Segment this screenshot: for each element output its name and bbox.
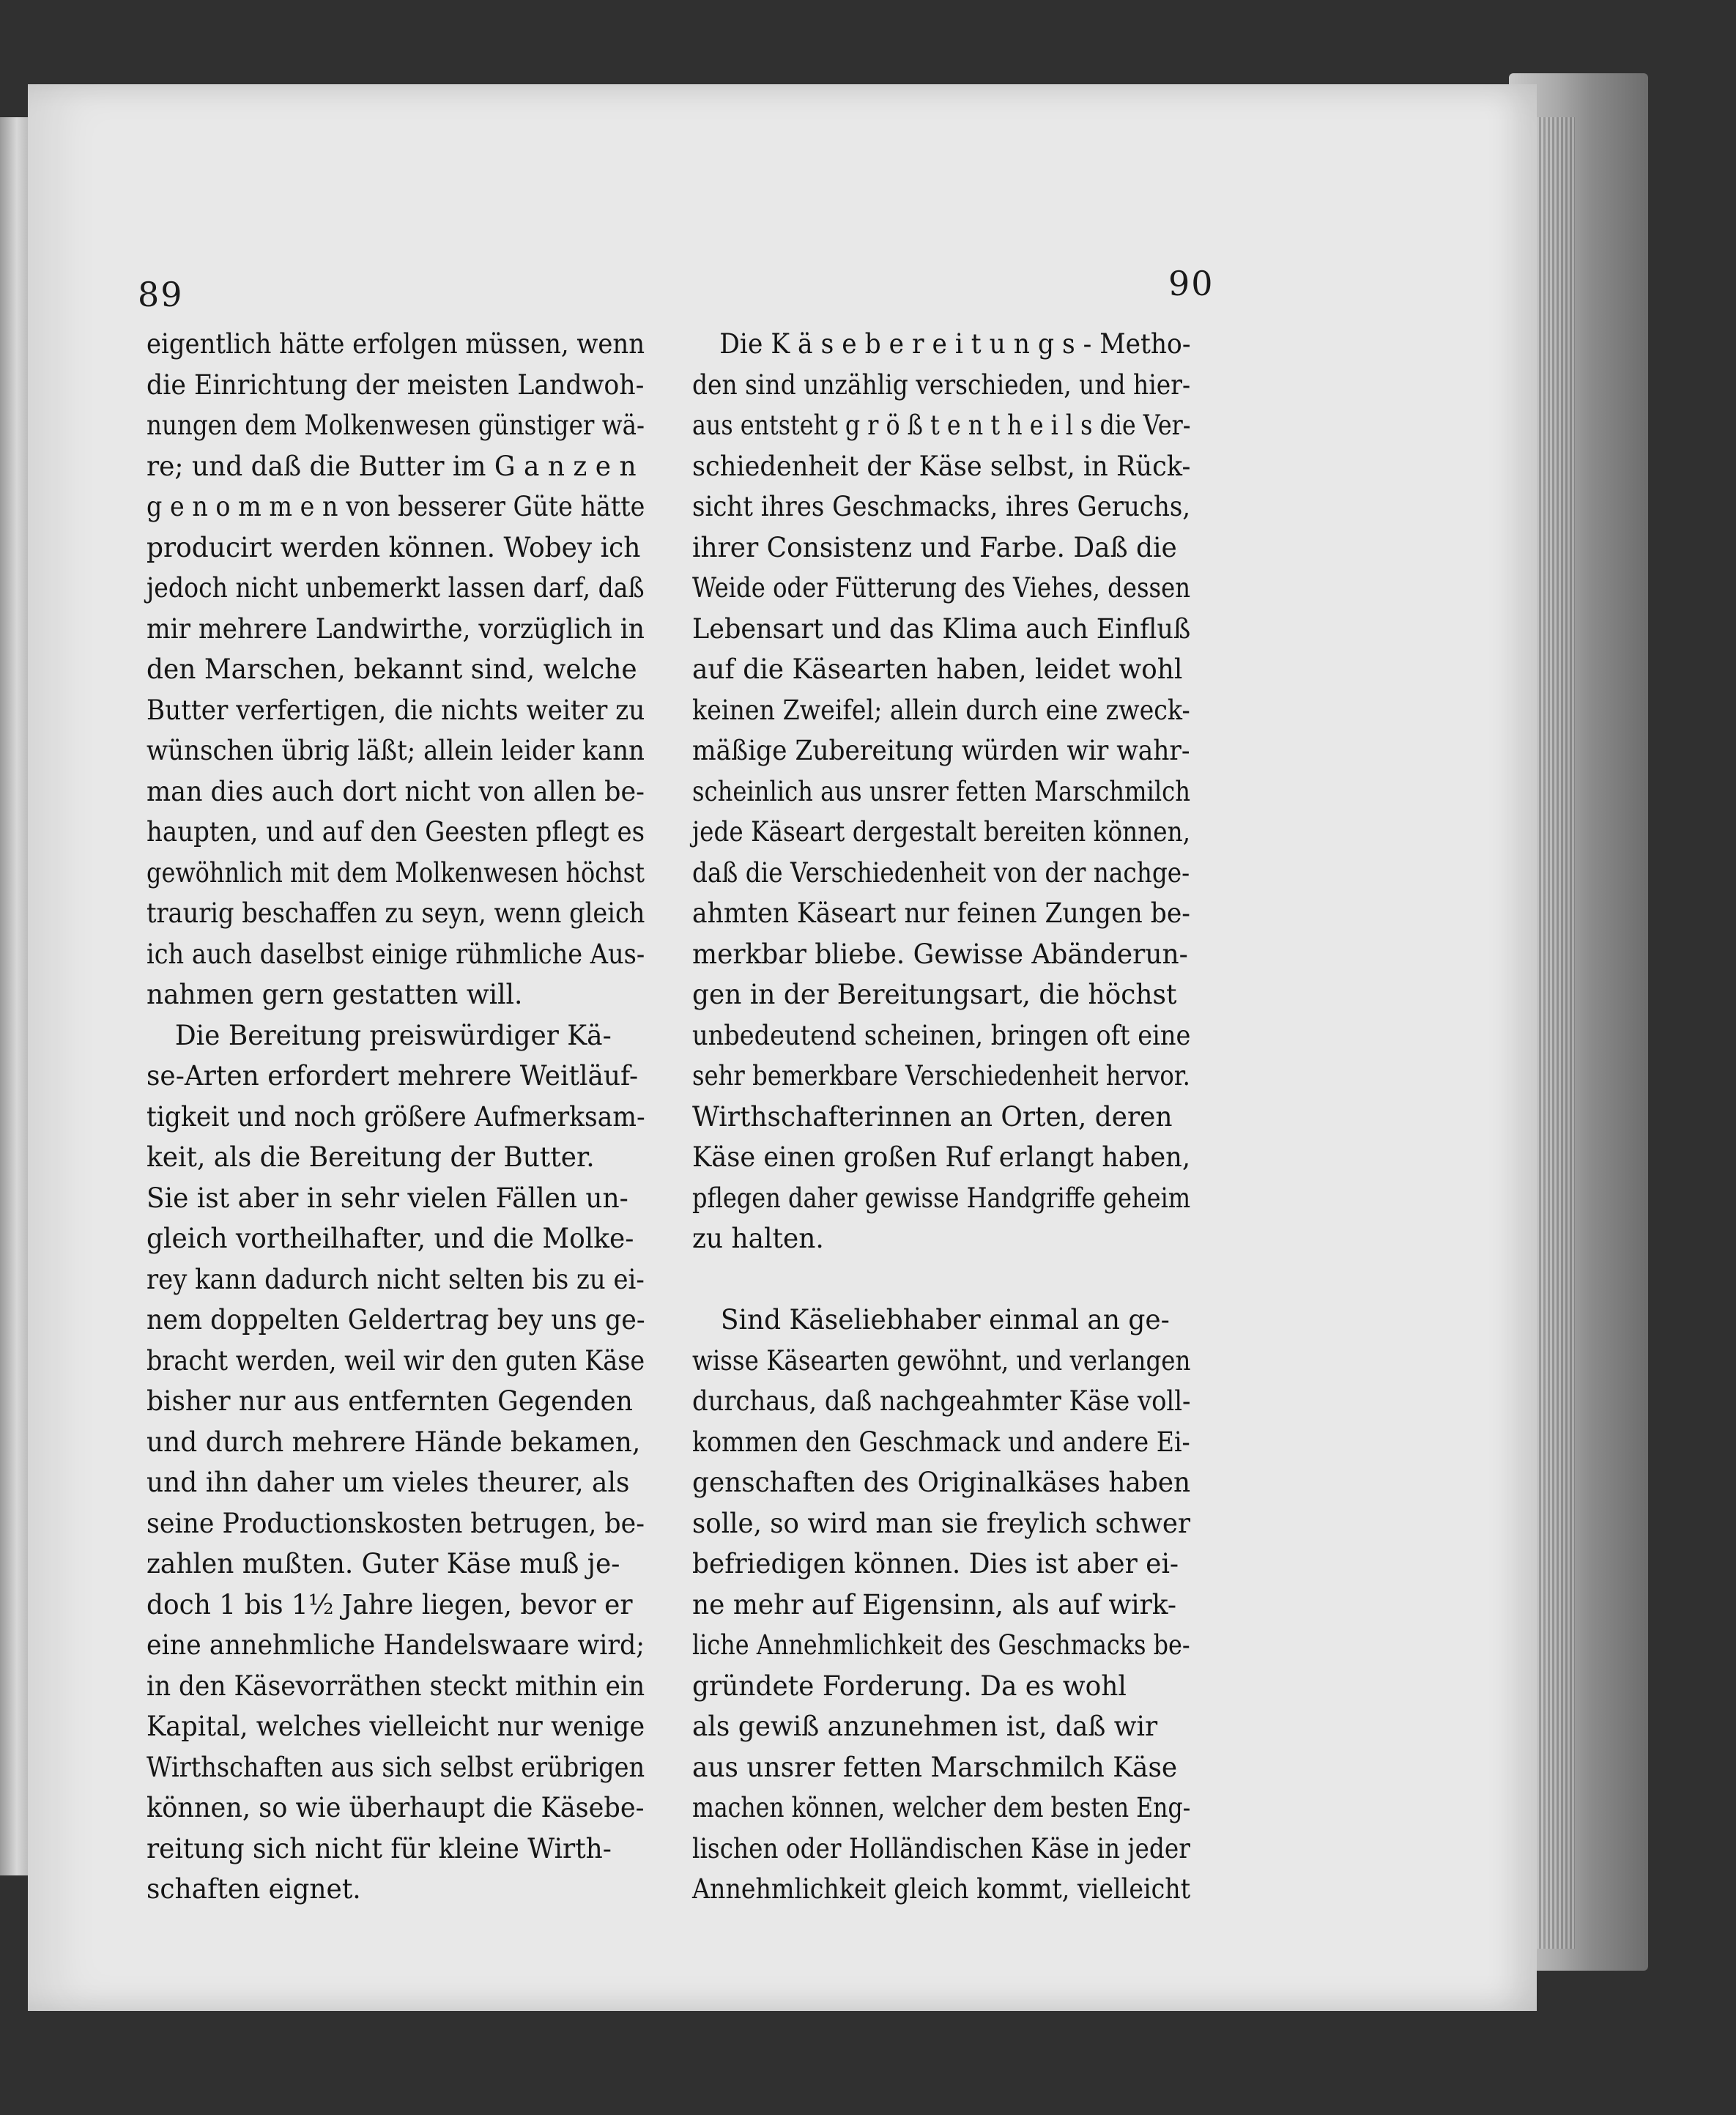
text-line: auf die Käsearten haben, leidet wohl [692,653,1183,685]
text-line: ne mehr auf Eigensinn, als auf wirk- [692,1588,1177,1620]
text-line: ahmten Käseart nur feinen Zungen be- [692,897,1190,929]
text-line: liche Annehmlichkeit des Geschmacks be- [692,1629,1190,1661]
text-line: rey kann dadurch nicht selten bis zu ei- [146,1263,645,1295]
text-line: den Marschen, bekannt sind, welche [146,653,637,685]
text-line: bracht werden, weil wir den guten Käse [146,1344,645,1377]
text-line: und ihn daher um vieles theurer, als [146,1467,630,1498]
text-line: bisher nur aus entfernten Gegenden [146,1385,633,1417]
text-line: ihrer Consistenz und Farbe. Daß die [692,531,1177,563]
text-line: schaften eignet. [146,1873,361,1905]
right-page-number: 90 [1168,264,1214,303]
text-line: befriedigen können. Dies ist aber ei- [692,1548,1179,1579]
paragraph-break [692,1259,1205,1300]
text-line: kommen den Geschmack und andere Ei- [692,1426,1190,1458]
text-line: wisse Käsearten gewöhnt, und verlangen [692,1344,1191,1377]
text-line: producirt werden können. Wobey ich [146,531,641,563]
text-line: solle, so wird man sie freylich schwer [692,1507,1191,1539]
text-line: keit, als die Bereitung der Butter. [146,1141,595,1173]
text-line: Käse einen großen Ruf erlangt haben, [692,1141,1191,1173]
right-page-text [692,324,1205,1910]
text-line: lischen oder Holländischen Käse in jeder [692,1832,1190,1864]
text-line: gleich vortheilhafter, und die Molke- [146,1223,634,1254]
text-line: gewöhnlich mit dem Molkenwesen höchst [146,856,645,889]
text-line: aus entsteht g r ö ß t e n t h e i l s die Ver- [692,410,1191,441]
text-line: Kapital, welches vielleicht nur wenige [146,1711,645,1742]
text-line: Lebensart und das Klima auch Einfluß [692,612,1191,645]
text-line: Butter verfertigen, die nichts weiter zu [146,694,645,726]
text-line: haupten, und auf den Geesten pflegt es [146,816,645,848]
text-line: Die Bereitung preiswürdiger Kä- [174,1019,612,1051]
text-line: machen können, welcher dem besten Eng- [692,1792,1191,1823]
text-line: aus unsrer fetten Marschmilch Käse [692,1751,1178,1783]
text-line: sehr bemerkbare Verschiedenheit hervor. [692,1060,1190,1092]
text-line: wünschen übrig läßt; allein leider kann [146,735,645,766]
text-line: pflegen daher gewisse Handgriffe geheim [692,1182,1191,1214]
text-line: schiedenheit der Käse selbst, in Rück- [692,450,1191,482]
text-line: mäßige Zubereitung würden wir wahr- [692,735,1190,766]
text-line: Wirthschaften aus sich selbst erübrigen [146,1751,645,1783]
text-line: sicht ihres Geschmacks, ihres Geruchs, [692,491,1191,522]
text-line: Sind Käseliebhaber einmal an ge- [720,1304,1170,1336]
previous-leaf-edge [0,117,28,1875]
text-line: keinen Zweifel; allein durch eine zweck- [692,694,1190,726]
text-line: man dies auch dort nicht von allen be- [146,775,645,807]
text-line: genschaften des Originalkäses haben [692,1467,1191,1498]
text-line: reitung sich nicht für kleine Wirth- [146,1832,612,1864]
text-line: se-Arten erfordert mehrere Weitläuf- [146,1060,639,1092]
text-line: als gewiß anzunehmen ist, daß wir [692,1711,1158,1742]
text-line: Annehmlichkeit gleich kommt, vielleicht [692,1873,1191,1905]
text-line: seine Productionskosten betrugen, be- [146,1507,645,1539]
text-line: g e n o m m e n von besserer Güte hätte [146,491,645,522]
text-line: zahlen mußten. Guter Käse muß je- [146,1548,620,1579]
text-line: Wirthschafterinnen an Orten, deren [692,1100,1173,1133]
text-line: unbedeutend scheinen, bringen oft eine [692,1019,1191,1051]
text-line: mir mehrere Landwirthe, vorzüglich in [146,612,645,645]
text-line: nem doppelten Geldertrag bey uns ge- [146,1304,645,1336]
text-line: Die K ä s e b e r e i t u n g s - Metho- [719,328,1191,360]
text-line: jedoch nicht unbemerkt lassen darf, daß [146,572,645,604]
text-line: zu halten. [692,1223,824,1254]
text-line: gen in der Bereitungsart, die höchst [692,979,1177,1010]
text-line: die Einrichtung der meisten Landwoh- [146,368,645,401]
text-line: eigentlich hätte erfolgen müssen, wenn [146,328,645,360]
text-line: nungen dem Molkenwesen günstiger wä- [146,410,645,441]
text-line: eine annehmliche Handelswaare wird; [146,1629,645,1661]
text-line: merkbar bliebe. Gewisse Abänderun- [692,938,1188,970]
text-line: jede Käseart dergestalt bereiten können, [692,816,1191,848]
text-line: den sind unzählig verschieden, und hier- [692,368,1191,401]
text-line: gründete Forderung. Da es wohl [692,1670,1127,1702]
text-line: und durch mehrere Hände bekamen, [146,1426,641,1458]
text-line: können, so wie überhaupt die Käsebe- [146,1792,645,1823]
left-page-text [146,324,659,1910]
text-line: durchaus, daß nachgeahmter Käse voll- [692,1385,1191,1417]
left-page-number: 89 [138,275,184,314]
text-line: traurig beschaffen zu seyn, wenn gleich [146,897,645,929]
text-line: ich auch daselbst einige rühmliche Aus- [146,938,645,970]
text-line: scheinlich aus unsrer fetten Marschmilch [692,775,1190,807]
text-line: in den Käsevorräthen steckt mithin ein [146,1670,645,1702]
text-line: tigkeit und noch größere Aufmerksam- [146,1100,645,1133]
text-line: nahmen gern gestatten will. [146,979,523,1010]
text-line: Weide oder Fütterung des Viehes, dessen [692,572,1191,604]
text-line: re; und daß die Butter im G a n z e n [146,450,637,482]
text-line: doch 1 bis 1½ Jahre liegen, bevor er [146,1588,633,1620]
text-line: Sie ist aber in sehr vielen Fällen un- [146,1182,628,1214]
text-line: daß die Verschiedenheit von der nachge- [692,856,1190,889]
